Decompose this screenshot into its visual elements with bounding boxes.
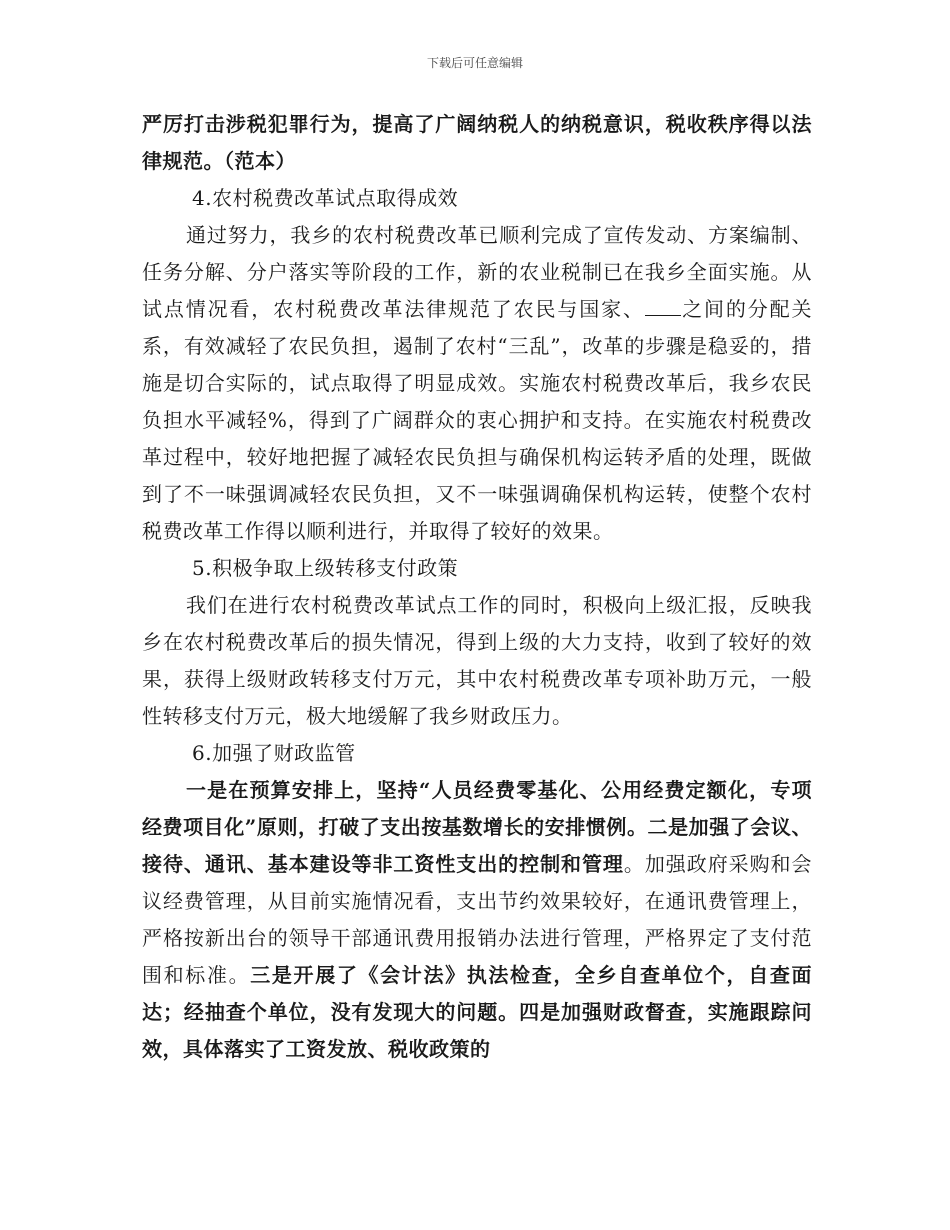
paragraph-text: 。加强政府采购和会议经费管理，从目前实施情况看，支出节约效果较好，在通讯费管理上，严格按新出台的领导干部通讯费用报销办法进行管理，严格界定了支付范围和标准。 bbox=[142, 852, 813, 987]
paragraph-text: 之间的分配关系，有效减轻了农民负担，遏制了农村“三乱”，改革的步骤是稳妥的，措施是切合实际的，试点取得了明显成效。实施农村税费改革后，我乡农民负担水平减轻%，得到了广阔群众的衷心拥护和支持。在实施农村税费改革过程中，较好地把握了减轻农民负担与确保机构运转矛盾的处理，既做到了不一味强调减轻农民负担，又不一味强调确保机构运转，使整个农村税费改革工作得以顺利进行，并取得了较好的效果。 bbox=[142, 297, 813, 543]
paragraph-bold-text: 三是开展了《会计法》执法检查，全乡自查单位个，自查面达；经抽查个单位，没有发现大的问题。四是加强财政督查，实施跟踪问效，具体落实了工资发放、税收政策的 bbox=[142, 963, 812, 1061]
section-heading-4: 4.农村税费改革试点取得成效 bbox=[192, 186, 459, 210]
paragraph-section-6 bbox=[142, 772, 812, 1068]
page-header: 下载后可任意编辑 bbox=[426, 56, 523, 70]
section-heading-6: 6.加强了财政监管 bbox=[192, 741, 356, 765]
blank-line bbox=[645, 297, 681, 316]
document-body bbox=[142, 106, 812, 1068]
section-heading-5: 5.积极争取上级转移支付政策 bbox=[192, 556, 459, 580]
paragraph-continuation: 严厉打击涉税犯罪行为，提高了广阔纳税人的纳税意识，税收秩序得以法律规范。（范本） bbox=[142, 112, 812, 173]
paragraph-text: 通过努力，我乡的农村税费改革已顺利完成了宣传发动、方案编制、任务分解、分户落实等阶段的工作，新的农业税制已在我乡全面实施。从试点情况看，农村税费改革法律规范了农民与国家、 bbox=[142, 223, 812, 321]
paragraph-section-4 bbox=[142, 217, 812, 550]
paragraph-bold-text: 一是在预算安排上，坚持“人员经费零基化、公用经费定额化，专项经费项目化”原则，打破了支出按基数增长的安排惯例。二是加强了会议、接待、通讯、基本建设等非工资性支出的控制和管理 bbox=[142, 778, 812, 876]
paragraph-section-5: 我们在进行农村税费改革试点工作的同时，积极向上级汇报，反映我乡在农村税费改革后的损失情况，得到上级的大力支持，收到了较好的效果，获得上级财政转移支付万元，其中农村税费改革专项补助万元，一般性转移支付万元，极大地缓解了我乡财政压力。 bbox=[142, 593, 812, 728]
